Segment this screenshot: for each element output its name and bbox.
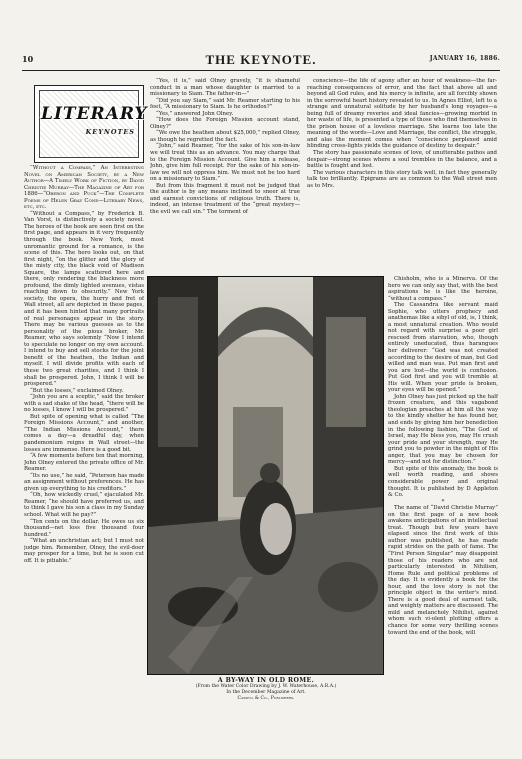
logo-ornament	[39, 90, 148, 158]
illustration-by-way-in-old-rome	[147, 276, 384, 675]
column-3-top	[307, 78, 497, 275]
paragraph: “A few moments before ten that morning, John Olney entered the private office of Mr. Reamer.	[24, 453, 144, 473]
column-3-bottom	[388, 276, 498, 756]
paragraph: “How does the Foreign Mission account stand, Olney?”	[150, 117, 300, 130]
issue-date: JANUARY 16, 1886.	[429, 55, 500, 62]
caption-title: A BY-WAY IN OLD ROME.	[217, 677, 315, 684]
page-header	[22, 52, 500, 68]
paragraph: “What an unchristian act; but I must not judge him. Remember, Olney, the evil-doer may prosper for a time, but he is soon cut off. It is pitiable.”	[24, 538, 144, 564]
paragraph: John Olney has just picked up the half frozen creature, and this vagabond theologian preaches at him all the way to the kindly shelter he has found her, and ends by giving him her benediction in the following fashion, “The God of Israel, may He bless you, may He crush your pride and your strength, may He grind you to powder in the might of His anger, that you may be chosen for mercy—and not for distinction.”	[388, 393, 498, 466]
logo-subword: KEYNOTES	[85, 128, 135, 136]
paragraph: “Did you say Siam,” said Mr. Reamer starting to his feet, “A missionary to Siam. Is he orthodox?”	[150, 97, 300, 111]
paragraph: “Oh, how wickedly cruel,” ejaculated Mr. Reamer, “he should have preferred us, and to think I gave his son a class in my Sunday school. What will he pay?”	[24, 492, 144, 518]
masthead: THE KEYNOTE.	[205, 52, 317, 67]
paragraph: Chisholm, who is a Minerva. Of the hero we can only say that, with the best aspirations he is like the heroine, “without a compass.”	[388, 276, 498, 302]
paragraph: But spite of this anomaly, the book is well worth reading, and shows considerable power and original thought. It is published by D Appleton & Co.	[388, 465, 498, 499]
illustration-caption	[150, 677, 382, 702]
section-headline: “Without a Compass,” An Interesting Novel on American Society, by a New Author—A Timely Work of Fiction, by David Christie Murray—The Magazine of Art for 1886—“Oberon and Puck”—The Complete Poems of Helen Gray Cone—Literary News, etc, etc.	[24, 165, 144, 211]
paragraph: “We owe the heathen about $25,000,” replied Olney, as though he regretted the fact.	[150, 130, 300, 143]
paragraph: “John,” said Reamer, “for the sake of his son-in-law we will treat this as an advance. You may charge that to the Foreign Mission Account. Give him a release, John, give him full receipt. For the sake of his son-in-law we will not oppress him. We must not be too hard on a missionary to Siam.”	[150, 143, 300, 183]
paragraph: “Yes, it is,” said Olney gravely, “it is shameful conduct in a man whose daughter is married to a missionary to Siam. The father-in—”	[150, 78, 300, 98]
literary-keynotes-logo	[34, 85, 148, 163]
logo-word: LITERARY	[41, 104, 148, 124]
paragraph: But spite of opening what is called “The Foreign Missions Account,” and another, “The Indian Missions Account,” there comes a day—a dreadful day, when pandemonium reigns in Wall street—the losses are immense. Here is a good bit.	[24, 413, 144, 453]
paragraph: “Ten cents on the dollar. He owes us six thousand—net loss five thousand four hundred.”	[24, 518, 144, 538]
column-2	[150, 78, 300, 268]
header-rule	[22, 70, 500, 71]
paragraph: “Without a Compass,” by Frederick B. Van Vorst, is distinctively a society novel. The heroes of the book are seen first on the first page, and appears in it very frequently through the book. New York, most unromantic ground for a romance, is the scene of this. The hero looks out, on that first night, “on the glitter and the glory of the misty city, the black void of Madison Square, the lamps scattered here and there, only rendering the blackness more profound, the dimly lighted avenues, vistas reaching down to obscurity.” New York society, the opera, the hurry and fret of Wall street, all are depicted in these pages, and it has been hinted that many portraits of real personages appear in the story. There may be various guesses as to the personality of the pious broker, Mr. Reamer, who says solemnly “Now I intend to speculate no longer on my own account. I intend to buy and sell stocks for the joint benefit of the heathen, the Indian and myself. I will divide profits with each of these two great charities, and I think I shall be prospered. John, I think I will be prospered.”	[24, 210, 144, 388]
caption-publisher: Cassell & Co., Publishers.	[237, 696, 295, 701]
paragraph: conscience—the life of agony after an hour of weakness—the far-reaching consequences of error, and the fact that above all and beyond all God rules, and his mercy is infinite, are all forcibly shown in the sorrowful heart history revealed to us. In Agnes Elliot, left to a strange and unnatural solitude by her husband's long voyages—a being full of dreamy reveries and ideal fancies—growing morbid in her waste of life, is presented a type of those who find themselves in the prison house of a loveless marriage. She learns too late the meaning of the words—Love and Marriage, the conflict, the struggle, and alas the moment comes when “conscience perplexed amid blinding cross-lights yields the guidance of destiny to despair.”	[307, 78, 497, 150]
column-1	[24, 165, 144, 705]
section-divider-star: *	[441, 498, 445, 505]
paragraph: But from this fragment it must not be judged that the author is by any means inclined to sneer at true and earnest convictions of religious truth. There is, indeed, an intense treatment of the “great mystery—the evil we call sin.” The torment of	[150, 182, 300, 215]
paragraph: The various characters in this story talk well, in fact they generally talk too brilliantly. Epigrams are as common to the Wall street men as to Mrs.	[307, 169, 497, 189]
caption-source: In the December Magazine of Art.	[226, 690, 306, 695]
paragraph: “John you are a sceptic,” said the broker with a sad shake of the head, “there will be no losses, I know I will be prospered.”	[24, 394, 144, 414]
caption-credit: (From the Water Color Drawing by J. W. Waterhouse, A.R.A.)	[195, 684, 337, 689]
paragraph: “Its no use,” he said, “Peterson has made an assignment without preferences. He has given up everything to his creditors.”	[24, 472, 144, 492]
paragraph: The story has passionate scenes of love, of unutterable pathos and despair—strong scenes where a soul trembles in the balance, and a battle is fought and lost.	[307, 150, 497, 170]
paragraph: “Yes,” answered John Olney.	[156, 110, 234, 117]
paragraph: The Cassandra like servant maid Sophie, who utters prophecy and anathemas like a sibyl of old, is, I think, a most unnatural creation. Who would not regard with surprise a poor girl rescued from starvation, who, though entirely uneducated, thus harangues her deliverer: “God was not created according to the desire of man, but God willed and man was. Put man first and you are lost—the world is confusion. Put God first and you will tremble at His will. When your pride is broken, your eyes will be opened.”	[388, 302, 498, 394]
page-number: 10	[22, 54, 34, 64]
paragraph: The name of “David Christie Murray” on the first page of a new book awakens anticipations of an intellectual treat. Though but few years have elapsed since the first work of this author was published, he has made rapid strides on the path of fame. The “First Person Singular” may disappoint those of his readers who are not particularly interested in Nihilism, Home Rule and political problems of the day. It is evidently a book for the hour, and the love story is not the principle object in the writer's mind. There is a good deal of earnest talk, and weighty matters are discussed. The mild and melancholy Nihilist, against whom such vi-olent plotting offers a chance for some very thrilling scenes toward the end of the book, will	[388, 505, 498, 636]
paragraph: “But the losses,” exclaimed Olney.	[30, 387, 124, 394]
engraving-image	[148, 277, 383, 674]
